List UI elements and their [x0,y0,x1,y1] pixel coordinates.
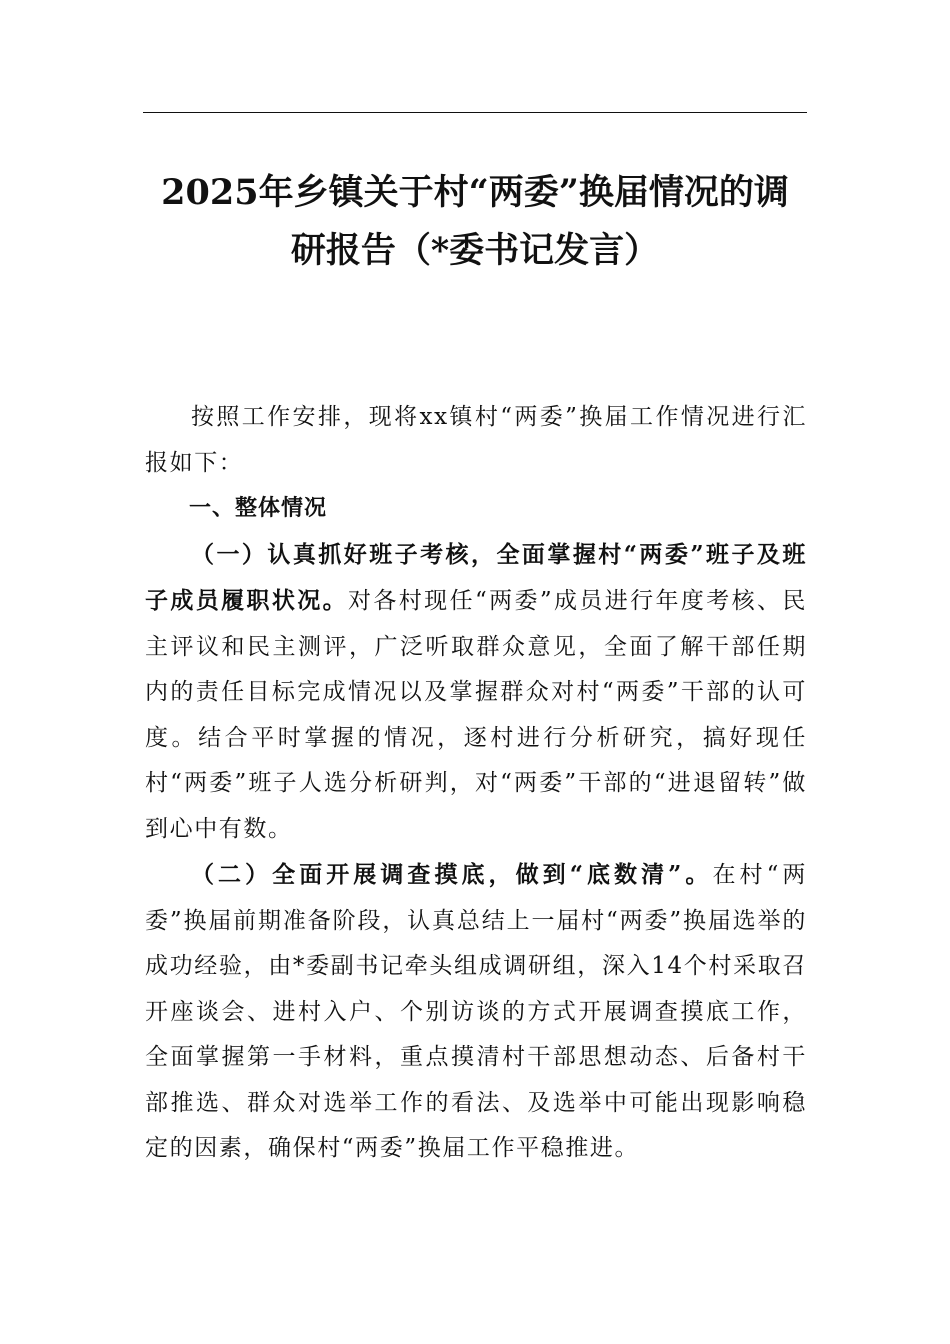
item-1-lead: （一）认真抓好班子考核，全面掌握村“两委”班子及班子成员履职状况。 [145,540,807,614]
section-heading-overall: 一、整体情况 [189,496,328,521]
document-body [145,395,807,1172]
title-line-1: 2025年乡镇关于村“两委”换届情况的调 [161,172,789,213]
item-2-body: 在村“两委”换届前期准备阶段，认真总结上一届村“两委”换届选举的成功经验，由*委副书记牵头组成调研组，深入14个村采取召开座谈会、进村入户、个别访谈的方式开展调查摸底工作，全面掌握第一手材料，重点摸清村干部思想动态、后备村干部推选、群众对选举工作的看法、及选举中可能出现影响稳定的因素，确保村“两委”换届工作平稳推进。 [145,862,807,1161]
header-rule [143,112,807,113]
item-1-body: 对各村现任“两委”成员进行年度考核、民主评议和民主测评，广泛听取群众意见，全面了解干部任期内的责任目标完成情况以及掌握群众对村“两委”干部的认可度。结合平时掌握的情况，逐村进行分析研究，搞好现任村“两委”班子人选分析研判，对“两委”干部的“进退留转”做到心中有数。 [145,588,807,842]
item-1-paragraph [145,532,807,853]
document-title [143,164,807,280]
title-line-2: 研报告（*委书记发言） [290,230,660,271]
item-2-paragraph [145,852,807,1172]
intro-paragraph: 按照工作安排，现将xx镇村“两委”换届工作情况进行汇报如下： [145,404,807,476]
item-2-lead: （二）全面开展调查摸底，做到“底数清”。 [191,861,713,888]
